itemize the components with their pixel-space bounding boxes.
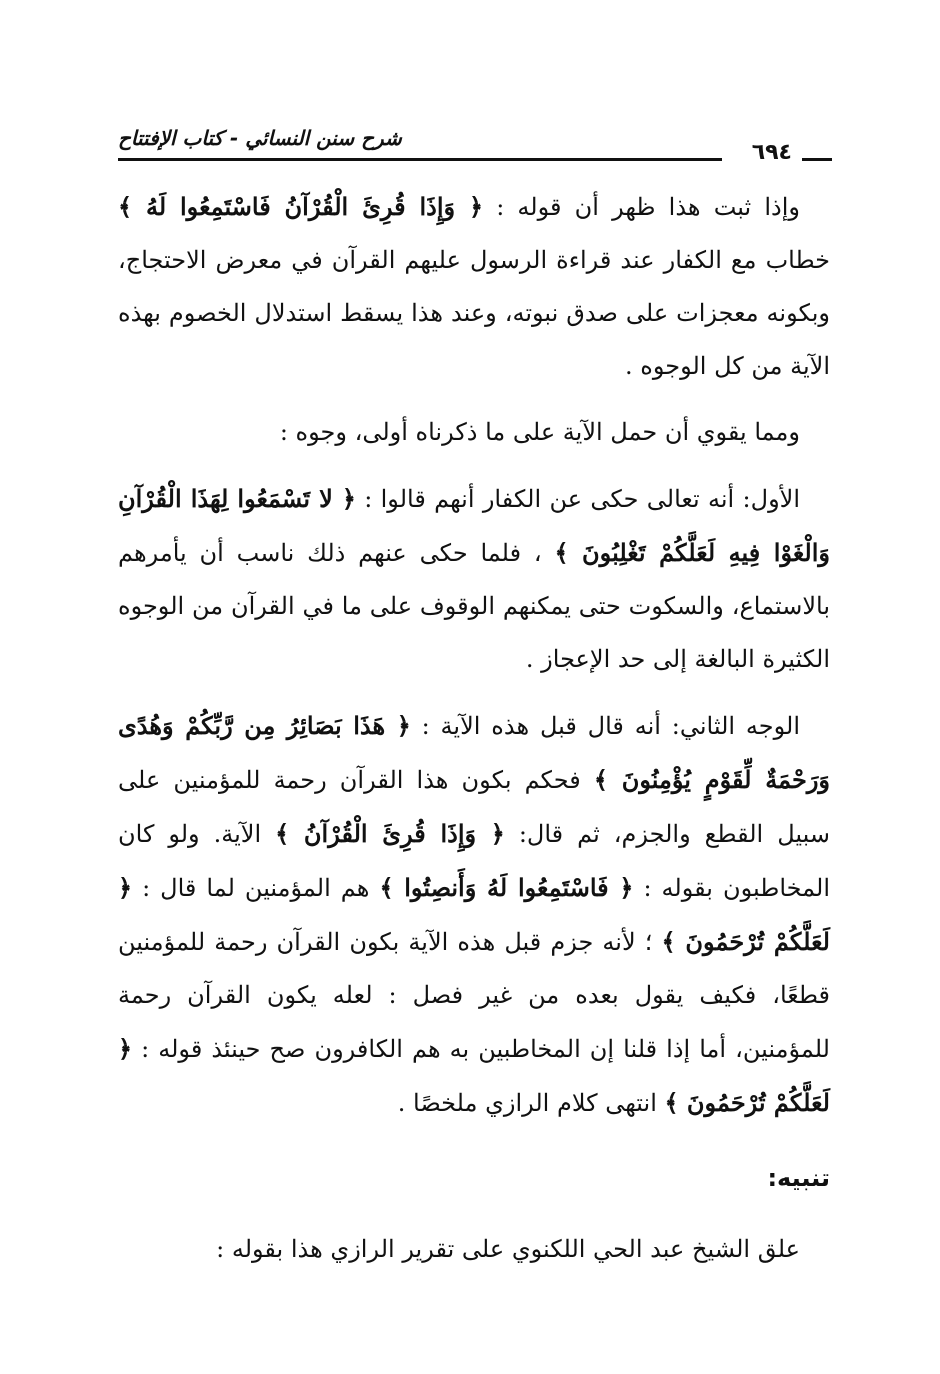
page-header — [118, 118, 832, 168]
paragraph-5 — [118, 1223, 830, 1276]
section-heading: تنبيه: — [767, 1164, 830, 1192]
text: انتهى كلام الرازي ملخصًا . — [397, 1089, 665, 1117]
quran-verse: ﴿ لا تَسْمَعُوا لِهَذَا الْقُرْآنِ وَالْغَوْا فِيهِ لَعَلَّكُمْ تَغْلِبُونَ ﴾ — [118, 484, 830, 567]
page-body — [118, 180, 830, 1289]
text: فحكم بكون هذا القرآن رحمة للمؤمنين على سبيل القطع والجزم، ثم قال: — [118, 766, 830, 848]
page-number-dash — [802, 158, 832, 161]
header-rule — [118, 158, 722, 161]
text: وإذا ثبت هذا ظهر أن قوله : — [483, 193, 800, 221]
paragraph-3 — [118, 472, 830, 686]
text: ومما يقوي أن حمل الآية على ما ذكرناه أولى، وجوه : — [279, 418, 800, 446]
paragraph-1 — [118, 180, 830, 393]
text: علق الشيخ عبد الحي اللكنوي على تقرير الرازي هذا بقوله : — [216, 1235, 800, 1263]
quran-verse: ﴿ لَعَلَّكُمْ تُرْحَمُونَ ﴾ — [118, 873, 830, 956]
quran-verse: ﴿ وَإِذَا قُرِئَ الْقُرْآنُ ﴾ — [275, 819, 505, 848]
quran-verse: ﴿ فَاسْتَمِعُوا لَهُ وَأَنصِتُوا ﴾ — [379, 873, 634, 902]
quran-verse: ﴿ لَعَلَّكُمْ تُرْحَمُونَ ﴾ — [118, 1034, 830, 1117]
text: الأول: أنه تعالى حكى عن الكفار أنهم قالوا : — [355, 485, 801, 513]
page-number: ٦٩٤ — [751, 140, 792, 165]
quran-verse: ﴿ هَذَا بَصَائِرُ مِن رَّبِّكُمْ وَهُدًى وَرَحْمَةٌ لِّقَوْمٍ يُؤْمِنُونَ ﴾ — [118, 711, 831, 794]
text: الوجه الثاني: أنه قال قبل هذه الآية : — [410, 712, 800, 740]
text: ؛ لأنه جزم قبل هذه الآية بكون القرآن رحمة للمؤمنين قطعًا، فكيف يقول بعده من غير فصل : لعله يكون القرآن رحمة للمؤمنين، أما إذا قلنا إن المخاطبين به هم الكافرون صح حينئذ قوله : — [118, 928, 830, 1063]
running-title: شرح سنن النسائي - كتاب الإفتتاح — [118, 126, 402, 150]
text: خطاب مع الكفار عند قراءة الرسول عليهم القرآن في معرض الاحتجاج، وبكونه معجزات على صدق نبوته، وعند هذا يسقط استدلال الخصوم بهذه الآية من كل الوجوه . — [118, 246, 830, 380]
paragraph-4 — [118, 699, 830, 1130]
text: الآية. ولو كان المخاطبون بقوله : — [118, 820, 830, 902]
text: هم المؤمنين لما قال : — [132, 874, 380, 902]
quran-verse: ﴿ وَإِذَا قُرِئَ الْقُرْآنُ فَاسْتَمِعُوا لَهُ ﴾ — [118, 192, 484, 221]
text: ، فلما حكى عنهم ذلك ناسب أن يأمرهم بالاستماع، والسكوت حتى يمكنهم الوقوف على ما في القرآن من الوجوه الكثيرة البالغة إلى حد الإعجاز . — [118, 539, 830, 673]
paragraph-2 — [118, 406, 830, 459]
